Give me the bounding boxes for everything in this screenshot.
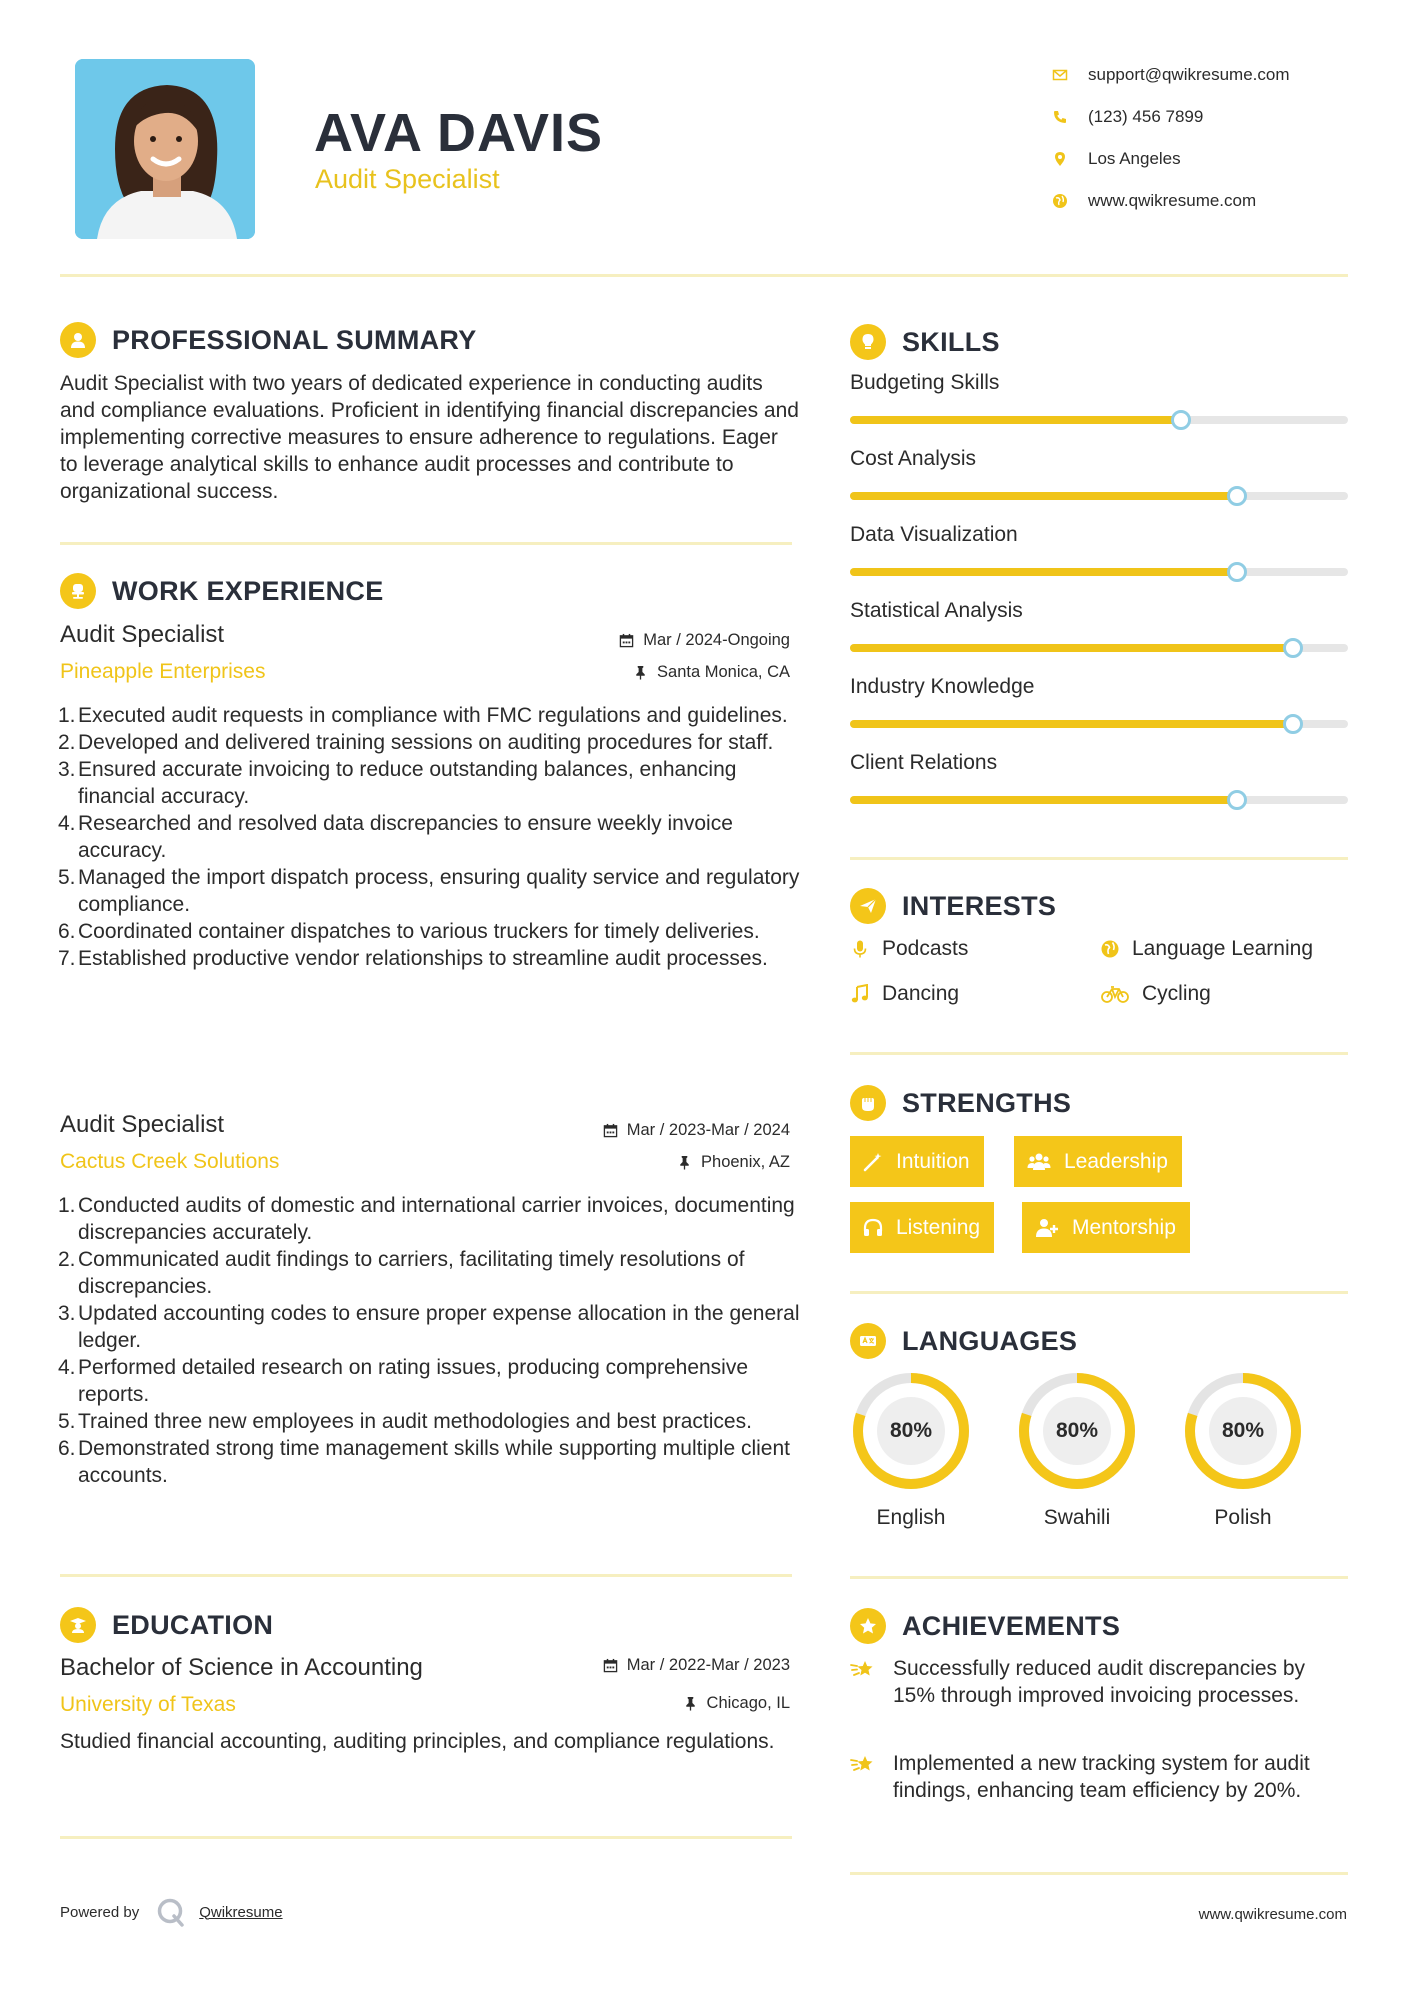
graduate-icon: [60, 1607, 96, 1643]
footer-url[interactable]: www.qwikresume.com: [1198, 1906, 1347, 1923]
strength-leadership: [1014, 1136, 1182, 1187]
skill-bar-fill: [850, 416, 1181, 424]
skill-bar-fill: [850, 492, 1237, 500]
achievements-header: [850, 1608, 1120, 1644]
contact-email[interactable]: [1050, 54, 1370, 96]
header-divider: [60, 274, 1348, 277]
achievements-title: ACHIEVEMENTS: [902, 1610, 1121, 1641]
interest-label: Cycling: [1142, 982, 1211, 1005]
education-degree: Bachelor of Science in Accounting: [60, 1654, 423, 1681]
skill-bar-knob: [1227, 562, 1247, 582]
job-2-location: [677, 1153, 790, 1172]
skill-label: Data Visualization: [850, 523, 1018, 546]
contact-list: [1050, 54, 1370, 222]
users-icon: [1026, 1151, 1052, 1173]
contact-website[interactable]: [1050, 180, 1370, 222]
briefcase-chair-icon: [60, 573, 96, 609]
list-item: 6. Coordinated container dispatches to various truckers for timely deliveries.: [58, 920, 760, 943]
skill-bar: [850, 492, 1348, 500]
pushpin-icon: [677, 1155, 692, 1170]
user-icon: [60, 322, 96, 358]
candidate-title: Audit Specialist: [315, 164, 500, 194]
job-2-role: Audit Specialist: [60, 1111, 225, 1138]
list-item: 3. Ensured accurate invoicing to reduce outstanding balances, enhancing financial accuracy.: [58, 758, 737, 808]
interest-podcasts: [850, 937, 968, 961]
list-item: 3. Updated accounting codes to ensure proper expense allocation in the general ledger.: [58, 1302, 800, 1352]
skill-label: Cost Analysis: [850, 447, 977, 470]
skill-bar: [850, 568, 1348, 576]
skill-bar-knob: [1283, 638, 1303, 658]
strength-listening: [850, 1202, 994, 1253]
globe-icon: [1100, 939, 1120, 959]
language-percent: 80%: [889, 1419, 933, 1442]
list-item: 4. Researched and resolved data discrepancies to ensure weekly invoice accuracy.: [58, 812, 733, 862]
interests-divider: [850, 1052, 1348, 1055]
list-item: 5. Trained three new employees in audit methodologies and best practices.: [58, 1410, 752, 1433]
job-1-location-text: Santa Monica, CA: [657, 663, 790, 681]
shooting-star-icon: [850, 1752, 876, 1778]
languages-title: LANGUAGES: [902, 1325, 1078, 1356]
headphones-icon: [862, 1217, 884, 1239]
pushpin-icon: [633, 665, 648, 680]
microphone-icon: [850, 939, 870, 959]
pushpin-icon: [683, 1696, 698, 1711]
skills-divider: [850, 857, 1348, 860]
footer-powered-by: [60, 1896, 283, 1928]
job-1-bullets: [60, 702, 800, 972]
contact-website-text: www.qwikresume.com: [1088, 191, 1257, 210]
candidate-name: AVA DAVIS: [314, 103, 604, 163]
experience-title: WORK EXPERIENCE: [112, 575, 384, 606]
skill-bar: [850, 796, 1348, 804]
achievement-text: Implemented a new tracking system for audit findings, enhancing team efficiency by 20%.: [893, 1752, 1310, 1802]
mail-icon: [1050, 65, 1088, 85]
job-2-company: Cactus Creek Solutions: [60, 1150, 280, 1173]
interest-cycling: [1100, 982, 1211, 1006]
skill-bar-fill: [850, 568, 1237, 576]
job-1-role: Audit Specialist: [60, 621, 225, 648]
powered-by-text: Powered by: [60, 1903, 140, 1921]
skill-bar-knob: [1227, 790, 1247, 810]
strengths-divider: [850, 1291, 1348, 1294]
skill-bar-knob: [1227, 486, 1247, 506]
job-2-dates-text: Mar / 2023-Mar / 2024: [626, 1121, 790, 1139]
job-1-company: Pineapple Enterprises: [60, 660, 266, 683]
achievement-text: Successfully reduced audit discrepancies by 15% through improved invoicing processes.: [893, 1657, 1306, 1707]
summary-header: [60, 322, 477, 358]
education-header: [60, 1607, 273, 1643]
interest-label: Podcasts: [882, 937, 969, 960]
job-2-bullets: [60, 1192, 800, 1489]
interest-label: Dancing: [882, 982, 960, 1005]
job-2-location-text: Phoenix, AZ: [701, 1153, 790, 1171]
strength-label: Leadership: [1064, 1149, 1168, 1173]
education-dates-text: Mar / 2022-Mar / 2023: [626, 1656, 790, 1674]
contact-location-text: Los Angeles: [1088, 149, 1181, 168]
list-item: 6. Demonstrated strong time management skills while supporting multiple client accounts.: [58, 1437, 790, 1487]
profile-photo-illustration: [75, 59, 255, 239]
interests-header: [850, 888, 1056, 924]
strength-label: Mentorship: [1072, 1215, 1176, 1239]
skill-bar-fill: [850, 796, 1237, 804]
interest-dancing: [850, 982, 959, 1006]
list-item: 5. Managed the import dispatch process, ensuring quality service and regulatory compliance.: [58, 866, 800, 916]
list-item: 2. Developed and delivered training sessions on auditing procedures for staff.: [58, 731, 774, 754]
education-location-text: Chicago, IL: [706, 1694, 790, 1712]
profile-photo: [75, 59, 255, 239]
language-item: [1182, 1370, 1304, 1530]
star-badge-icon: [850, 1608, 886, 1644]
phone-icon: [1050, 107, 1088, 127]
job-2-dates: [603, 1121, 790, 1140]
contact-location: [1050, 138, 1370, 180]
achievement-item: [850, 1750, 1350, 1804]
bicycle-icon: [1100, 984, 1130, 1004]
education-divider: [60, 1836, 792, 1839]
list-item: 4. Performed detailed research on rating issues, producing comprehensive reports.: [58, 1356, 749, 1406]
qwikresume-logo-icon: [155, 1896, 187, 1928]
list-item: 2. Communicated audit findings to carriers, facilitating timely resolutions of discrepancies.: [58, 1248, 745, 1298]
skill-bar: [850, 416, 1348, 424]
strength-intuition: [850, 1136, 984, 1187]
skill-label: Industry Knowledge: [850, 675, 1035, 698]
education-title: EDUCATION: [112, 1609, 274, 1640]
strengths-title: STRENGTHS: [902, 1087, 1072, 1118]
list-item: 7. Established productive vendor relationships to streamline audit processes.: [58, 947, 768, 970]
achievement-item: [850, 1655, 1350, 1709]
paper-plane-icon: [850, 888, 886, 924]
job-1-dates-text: Mar / 2024-Ongoing: [643, 631, 790, 649]
shooting-star-icon: [850, 1657, 876, 1683]
language-item: [1016, 1370, 1138, 1530]
strength-label: Intuition: [896, 1149, 970, 1173]
education-dates: [603, 1656, 790, 1675]
achievements-divider: [850, 1872, 1348, 1875]
qwikresume-link[interactable]: Qwikresume: [199, 1903, 283, 1921]
skill-bar-fill: [850, 644, 1293, 652]
skills-title: SKILLS: [902, 326, 1000, 357]
calendar-icon: [603, 1658, 618, 1673]
summary-text: Audit Specialist with two years of dedicated experience in conducting audits and compliance evaluations. Proficient in identifying financial discrepancies and implementing corrective measures to ensure adherence to regulations. Eager to leverage analytical skills to enhance audit processes and contribute to organizational success.: [60, 372, 799, 503]
list-item: 1. Executed audit requests in compliance with FMC regulations and guidelines.: [58, 704, 788, 727]
interest-language-learning: [1100, 937, 1313, 961]
experience-header: [60, 573, 384, 609]
music-note-icon: [850, 984, 870, 1004]
summary-title: PROFESSIONAL SUMMARY: [112, 324, 477, 355]
calendar-icon: [619, 633, 634, 648]
language-percent: 80%: [1221, 1419, 1265, 1442]
job-1-dates: [619, 631, 790, 650]
skill-label: Statistical Analysis: [850, 599, 1023, 622]
skill-label: Budgeting Skills: [850, 371, 1000, 394]
skill-bar: [850, 720, 1348, 728]
location-pin-icon: [1050, 149, 1088, 169]
contact-phone[interactable]: [1050, 96, 1370, 138]
education-school: University of Texas: [60, 1693, 236, 1716]
skill-bar-fill: [850, 720, 1293, 728]
globe-icon: [1050, 191, 1088, 211]
language-percent: 80%: [1055, 1419, 1099, 1442]
strength-mentorship: [1022, 1202, 1190, 1253]
interest-label: Language Learning: [1132, 937, 1314, 960]
education-location: [683, 1694, 790, 1713]
language-item: [850, 1370, 972, 1530]
strength-label: Listening: [896, 1215, 981, 1239]
job-1-location: [633, 663, 790, 682]
interests-title: INTERESTS: [902, 890, 1057, 921]
skill-label: Client Relations: [850, 751, 998, 774]
calendar-icon: [603, 1123, 618, 1138]
contact-phone-text: (123) 456 7899: [1088, 107, 1204, 126]
language-name: Polish: [1214, 1506, 1272, 1529]
skills-header: [850, 324, 1000, 360]
user-plus-icon: [1034, 1217, 1060, 1239]
list-item: 1. Conducted audits of domestic and international carrier invoices, documenting discrepancies accurately.: [58, 1194, 795, 1244]
language-card-icon: [850, 1323, 886, 1359]
skill-bar: [850, 644, 1348, 652]
skill-bar-knob: [1283, 714, 1303, 734]
raised-fist-icon: [850, 1085, 886, 1121]
strengths-header: [850, 1085, 1071, 1121]
language-name: English: [876, 1506, 946, 1529]
languages-header: [850, 1323, 1077, 1359]
language-name: Swahili: [1043, 1506, 1111, 1529]
lightbulb-icon: [850, 324, 886, 360]
experience-divider: [60, 1574, 792, 1577]
skill-bar-knob: [1171, 410, 1191, 430]
languages-divider: [850, 1576, 1348, 1579]
summary-divider: [60, 542, 792, 545]
magic-wand-icon: [862, 1151, 884, 1173]
contact-email-text: support@qwikresume.com: [1088, 65, 1290, 84]
education-description: Studied financial accounting, auditing principles, and compliance regulations.: [60, 1730, 775, 1753]
